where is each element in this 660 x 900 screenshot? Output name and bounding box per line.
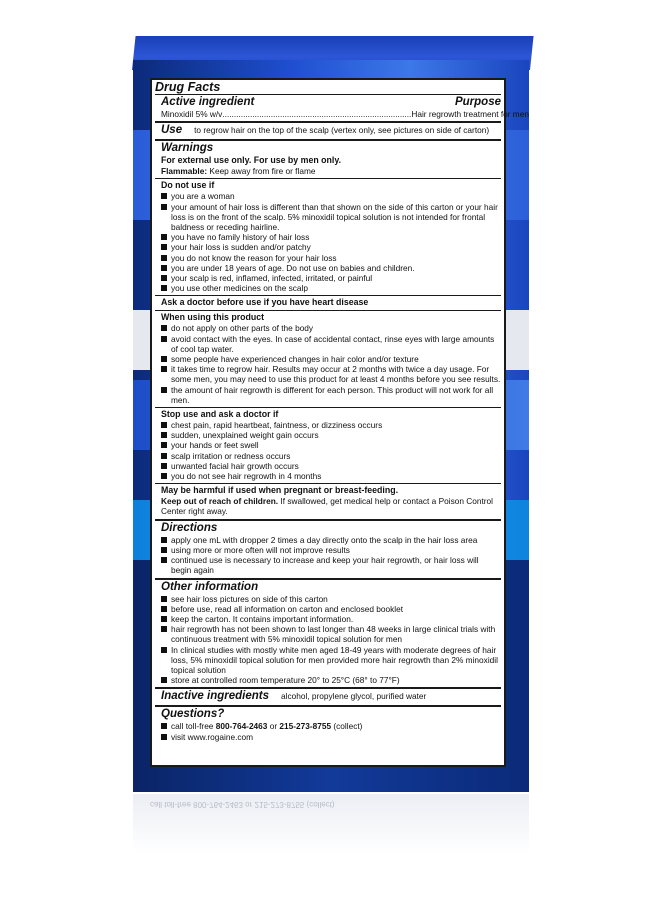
- call-mid: or: [267, 721, 280, 732]
- dot-leader: ..................................................................................: [222, 109, 412, 119]
- list-item: you do not know the reason for your hair loss: [161, 253, 501, 263]
- list-item: you have no family history of hair loss: [161, 232, 501, 242]
- phone-number: 215-273-8755: [279, 721, 332, 732]
- list-item: sudden, unexplained weight gain occurs: [161, 430, 501, 440]
- inactive-ingredients-heading: Inactive ingredients: [161, 690, 270, 703]
- stop-use-section: [155, 407, 501, 483]
- questions-section: [155, 705, 501, 743]
- list-item: your amount of hair loss is different than that shown on the side of this carton or your hair loss is on the front of the scalp. 5% minoxidil topical solution is not intended for frontal baldness or receding hairline.: [161, 202, 501, 233]
- pregnancy-children-section: [155, 483, 501, 518]
- list-item: using more or more often will not improve results: [161, 545, 501, 555]
- children-warning-bold: Keep out of reach of children.: [161, 496, 279, 507]
- use-heading: Use: [161, 124, 183, 137]
- list-item: apply one mL with dropper 2 times a day directly onto the scalp in the hair loss area: [161, 535, 501, 545]
- active-ingredient-row: [161, 109, 529, 119]
- children-warning: [161, 496, 501, 516]
- directions-list: [161, 535, 501, 576]
- purpose-heading: Purpose: [454, 96, 501, 108]
- stop-use-list: [161, 420, 501, 481]
- ingredient-purpose: Hair regrowth treatment for men: [411, 109, 529, 119]
- list-item: see hair loss pictures on side of this carton: [161, 594, 501, 604]
- when-using-heading: When using this product: [161, 312, 265, 323]
- warnings-heading: Warnings: [161, 142, 214, 155]
- list-item: your hands or feet swell: [161, 440, 501, 450]
- list-item: you are under 18 years of age. Do not use on babies and children.: [161, 263, 501, 273]
- list-item: you do not see hair regrowth in 4 months: [161, 471, 501, 481]
- do-not-use-heading: Do not use if: [161, 180, 215, 191]
- active-header-row: [161, 96, 501, 109]
- use-text: to regrow hair on the top of the scalp (vertex only, see pictures on side of carton): [194, 125, 490, 136]
- stop-use-heading: Stop use and ask a doctor if: [161, 409, 279, 420]
- active-ingredient-heading: Active ingredient: [161, 96, 255, 108]
- reflection-text: call toll-free 800-764-2463 or 215-273-8755 (collect): [150, 800, 335, 809]
- list-item: unwanted facial hair growth occurs: [161, 461, 501, 471]
- other-information-heading: Other information: [161, 580, 259, 593]
- external-use-warning: For external use only. For use by men only.: [161, 155, 342, 166]
- list-item: some people have experienced changes in hair color and/or texture: [161, 354, 501, 364]
- directions-heading: Directions: [161, 521, 218, 534]
- inactive-ingredients-text: alcohol, propylene glycol, purified water: [281, 691, 427, 702]
- do-not-use-section: [155, 178, 501, 295]
- phone-number: 800-764-2463: [215, 721, 268, 732]
- list-item: before use, read all information on carton and enclosed booklet: [161, 604, 501, 614]
- list-item: it takes time to regrow hair. Results may occur at 2 months with twice a day usage. For some men, you may need to use this product for at least 4 months before you see results.: [161, 364, 501, 384]
- use-section: [155, 121, 501, 139]
- list-item: continued use is necessary to increase and keep your hair regrowth, or hair loss will begin again: [161, 555, 501, 575]
- list-item: store at controlled room temperature 20° to 25°C (68° to 77°F): [161, 675, 501, 685]
- call-suffix: (collect): [331, 721, 363, 732]
- list-item: the amount of hair regrowth is different for each person. This product will not work for all men.: [161, 385, 501, 405]
- questions-heading: Questions?: [161, 708, 225, 721]
- list-item: you are a woman: [161, 191, 501, 201]
- warnings-section: [155, 139, 501, 178]
- pregnancy-warning: May be harmful if used when pregnant or breast-feeding.: [161, 485, 399, 496]
- list-item: your scalp is red, inflamed, infected, irritated, or painful: [161, 273, 501, 283]
- when-using-section: [155, 310, 501, 407]
- active-ingredient-section: [155, 94, 529, 121]
- directions-section: [155, 519, 501, 578]
- ask-doctor-section: [155, 295, 501, 310]
- list-item: In clinical studies with mostly white men aged 18-49 years with moderate degrees of hair loss, 5% minoxidil topical solution for men provided more hair regrowth than 2% minoxidil topical solution: [161, 645, 501, 676]
- children-warning-text: If swallowed, get medical help or contact a Poison Control Center right away.: [161, 496, 494, 517]
- questions-list: [161, 721, 501, 741]
- drug-facts-panel: [150, 78, 529, 767]
- when-using-list: [161, 323, 501, 405]
- inactive-row: [161, 690, 501, 703]
- list-item: scalp irritation or redness occurs: [161, 451, 501, 461]
- use-row: [161, 124, 501, 137]
- list-item: chest pain, rapid heartbeat, faintness, or dizziness occurs: [161, 420, 501, 430]
- list-item: you use other medicines on the scalp: [161, 283, 501, 293]
- do-not-use-list: [161, 191, 501, 293]
- list-item: do not apply on other parts of the body: [161, 323, 501, 333]
- other-information-section: [155, 578, 501, 688]
- list-item: visit www.rogaine.com: [161, 732, 501, 742]
- list-item: keep the carton. It contains important information.: [161, 614, 501, 624]
- ask-doctor-text: Ask a doctor before use if you have heart disease: [161, 297, 369, 308]
- list-item: your hair loss is sudden and/or patchy: [161, 242, 501, 252]
- flammable-warning: [161, 166, 501, 176]
- ingredient-name: Minoxidil 5% w/v: [161, 109, 223, 119]
- flammable-text: Keep away from fire or flame: [207, 166, 316, 177]
- list-item: hair regrowth has not been shown to last longer than 48 weeks in large clinical trials with continuous treatment with 5% minoxidil topical solution for men: [161, 624, 501, 644]
- flammable-label: Flammable:: [161, 166, 208, 177]
- call-prefix: call toll-free: [171, 721, 216, 732]
- other-information-list: [161, 594, 501, 686]
- drug-facts-title: Drug Facts: [155, 80, 221, 94]
- list-item: [161, 721, 501, 731]
- list-item: avoid contact with the eyes. In case of accidental contact, rinse eyes with large amounts of cool tap water.: [161, 334, 501, 354]
- inactive-ingredients-section: [155, 687, 501, 705]
